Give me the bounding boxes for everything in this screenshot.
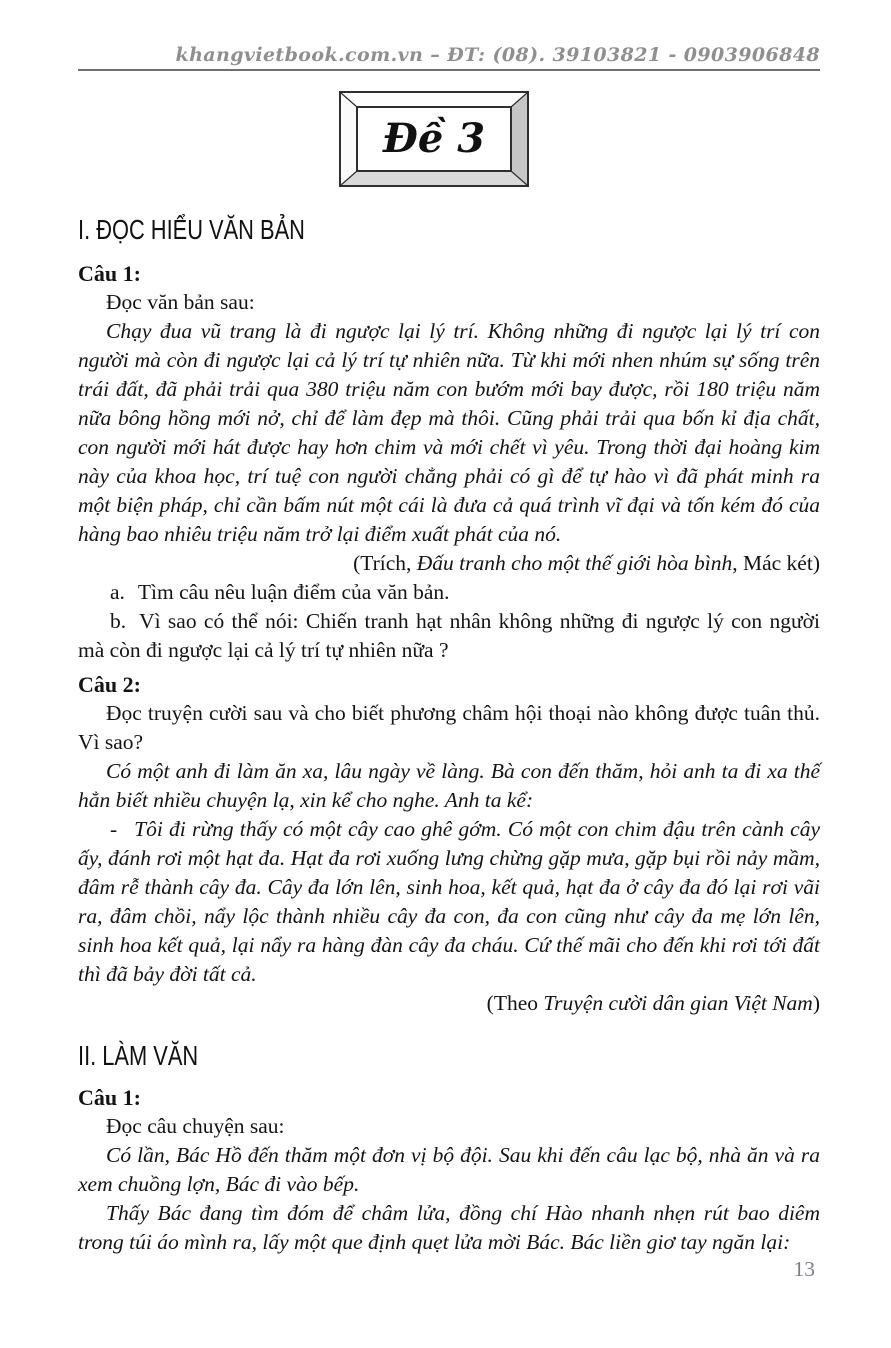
dash-label: -	[110, 817, 118, 841]
header-rule	[78, 69, 820, 71]
item-b-label: b.	[110, 609, 127, 633]
s2-q1-label: Câu 1:	[78, 1085, 141, 1110]
s1-q1-intro: Đọc văn bản sau:	[106, 290, 255, 314]
s1-q1-passage: Chạy đua vũ trang là đi ngược lại lý trí. Không những đi ngược lại lý trí con người mà còn đi ngược lại cả lý trí tự nhiên nữa. Từ khi mới nhen nhúm sự sống trên trái đất, đã phải trải qua 380 triệu năm con bướm mới bay được, rồi 180 triệu năm nữa bông hồng mới nở, chỉ để làm đẹp mà thôi. Cũng phải trải qua bốn kỉ địa chất, con người mới hát được hay hơn chim và mới chết vì yêu. Trong thời đại hoàng kim này của khoa học, trí tuệ con người chẳng phải có gì để tự hào vì đã phát minh ra một biện pháp, chỉ cần bấm nút một cái là đưa cả quá trình vĩ đại và tốn kém đó của hàng bao nhiêu triệu năm trở lại điểm xuất phát của nó.	[78, 319, 820, 546]
s2-q1-intro: Đọc câu chuyện sau:	[106, 1114, 285, 1138]
s1-q2-citation	[78, 989, 820, 1018]
s1-q2-intro: Đọc truyện cười sau và cho biết phương châm hội thoại nào không được tuân thủ. Vì sao?	[78, 701, 820, 754]
s1-q2-passage1: Có một anh đi làm ăn xa, lâu ngày về làng. Bà con đến thăm, hỏi anh ta đi xa thế hẳn biết nhiều chuyện lạ, xin kể cho nghe. Anh ta kể:	[78, 759, 820, 812]
s1-q2-passage2	[78, 815, 820, 989]
s1-q1-item-a	[78, 578, 820, 607]
s1-q2-label: Câu 2:	[78, 672, 141, 697]
s1-q1-citation	[78, 549, 820, 578]
citation-suffix: , Mác két)	[732, 551, 820, 575]
s1-q1-label: Câu 1:	[78, 261, 141, 286]
title-frame-container	[78, 91, 820, 187]
s1-q2-passage2-text: Tôi đi rừng thấy có một cây cao ghê gớm. Có một con chim đậu trên cành cây ấy, đánh rơi một hạt đa. Hạt đa rơi xuống lưng chừng gặp mưa, gặp bụi rồi nảy mầm, đâm rễ thành cây đa. Cây đa lớn lên, sinh hoa, kết quả, hạt đa ở cây đa đó lại rơi vãi ra, đâm chồi, nẩy lộc thành nhiều cây đa con, đa con cũng như cây đa mẹ lớn lên, sinh hoa kết quả, lại nẩy ra hàng đàn cây đa cháu. Cứ thế mãi cho đến khi rơi tới đất thì đã bảy đời tất cả.	[78, 817, 820, 986]
exam-title-text: Đề 3	[382, 115, 486, 162]
header-text: khangvietbook.com.vn – ĐT: (08). 39103821 - 0903906848	[175, 44, 820, 66]
section1-heading: I. ĐỌC HIỂU VĂN BẢN	[78, 214, 305, 245]
section2-heading: II. LÀM VĂN	[78, 1040, 199, 1071]
citation2-suffix: )	[812, 991, 820, 1015]
running-header	[78, 0, 820, 71]
item-a-label: a.	[110, 580, 125, 604]
s1-q1-item-b	[78, 607, 820, 665]
s2-q1-passage1: Có lần, Bác Hồ đến thăm một đơn vị bộ đội. Sau khi đến câu lạc bộ, nhà ăn và ra xem chuồng lợn, Bác đi vào bếp.	[78, 1143, 820, 1196]
citation-title: Đấu tranh cho một thế giới hòa bình	[416, 551, 733, 575]
beveled-title-frame	[339, 91, 529, 187]
page-number: 13	[793, 1257, 815, 1281]
item-b-text: Vì sao có thể nói: Chiến tranh hạt nhân không những đi ngược lý con người mà còn đi ngược lại cả lý trí tự nhiên nữa ?	[78, 609, 820, 662]
citation2-title: Truyện cười dân gian Việt Nam	[543, 991, 813, 1015]
s2-q1-passage2: Thấy Bác đang tìm đóm để châm lửa, đồng chí Hào nhanh nhẹn rút bao diêm trong túi áo mình ra, lấy một que định quẹt lửa mời Bác. Bác liền giơ tay ngăn lại:	[78, 1201, 820, 1254]
citation2-prefix: (Theo	[486, 991, 544, 1015]
item-a-text: Tìm câu nêu luận điểm của văn bản.	[137, 580, 450, 604]
citation-prefix: (Trích,	[353, 551, 417, 575]
